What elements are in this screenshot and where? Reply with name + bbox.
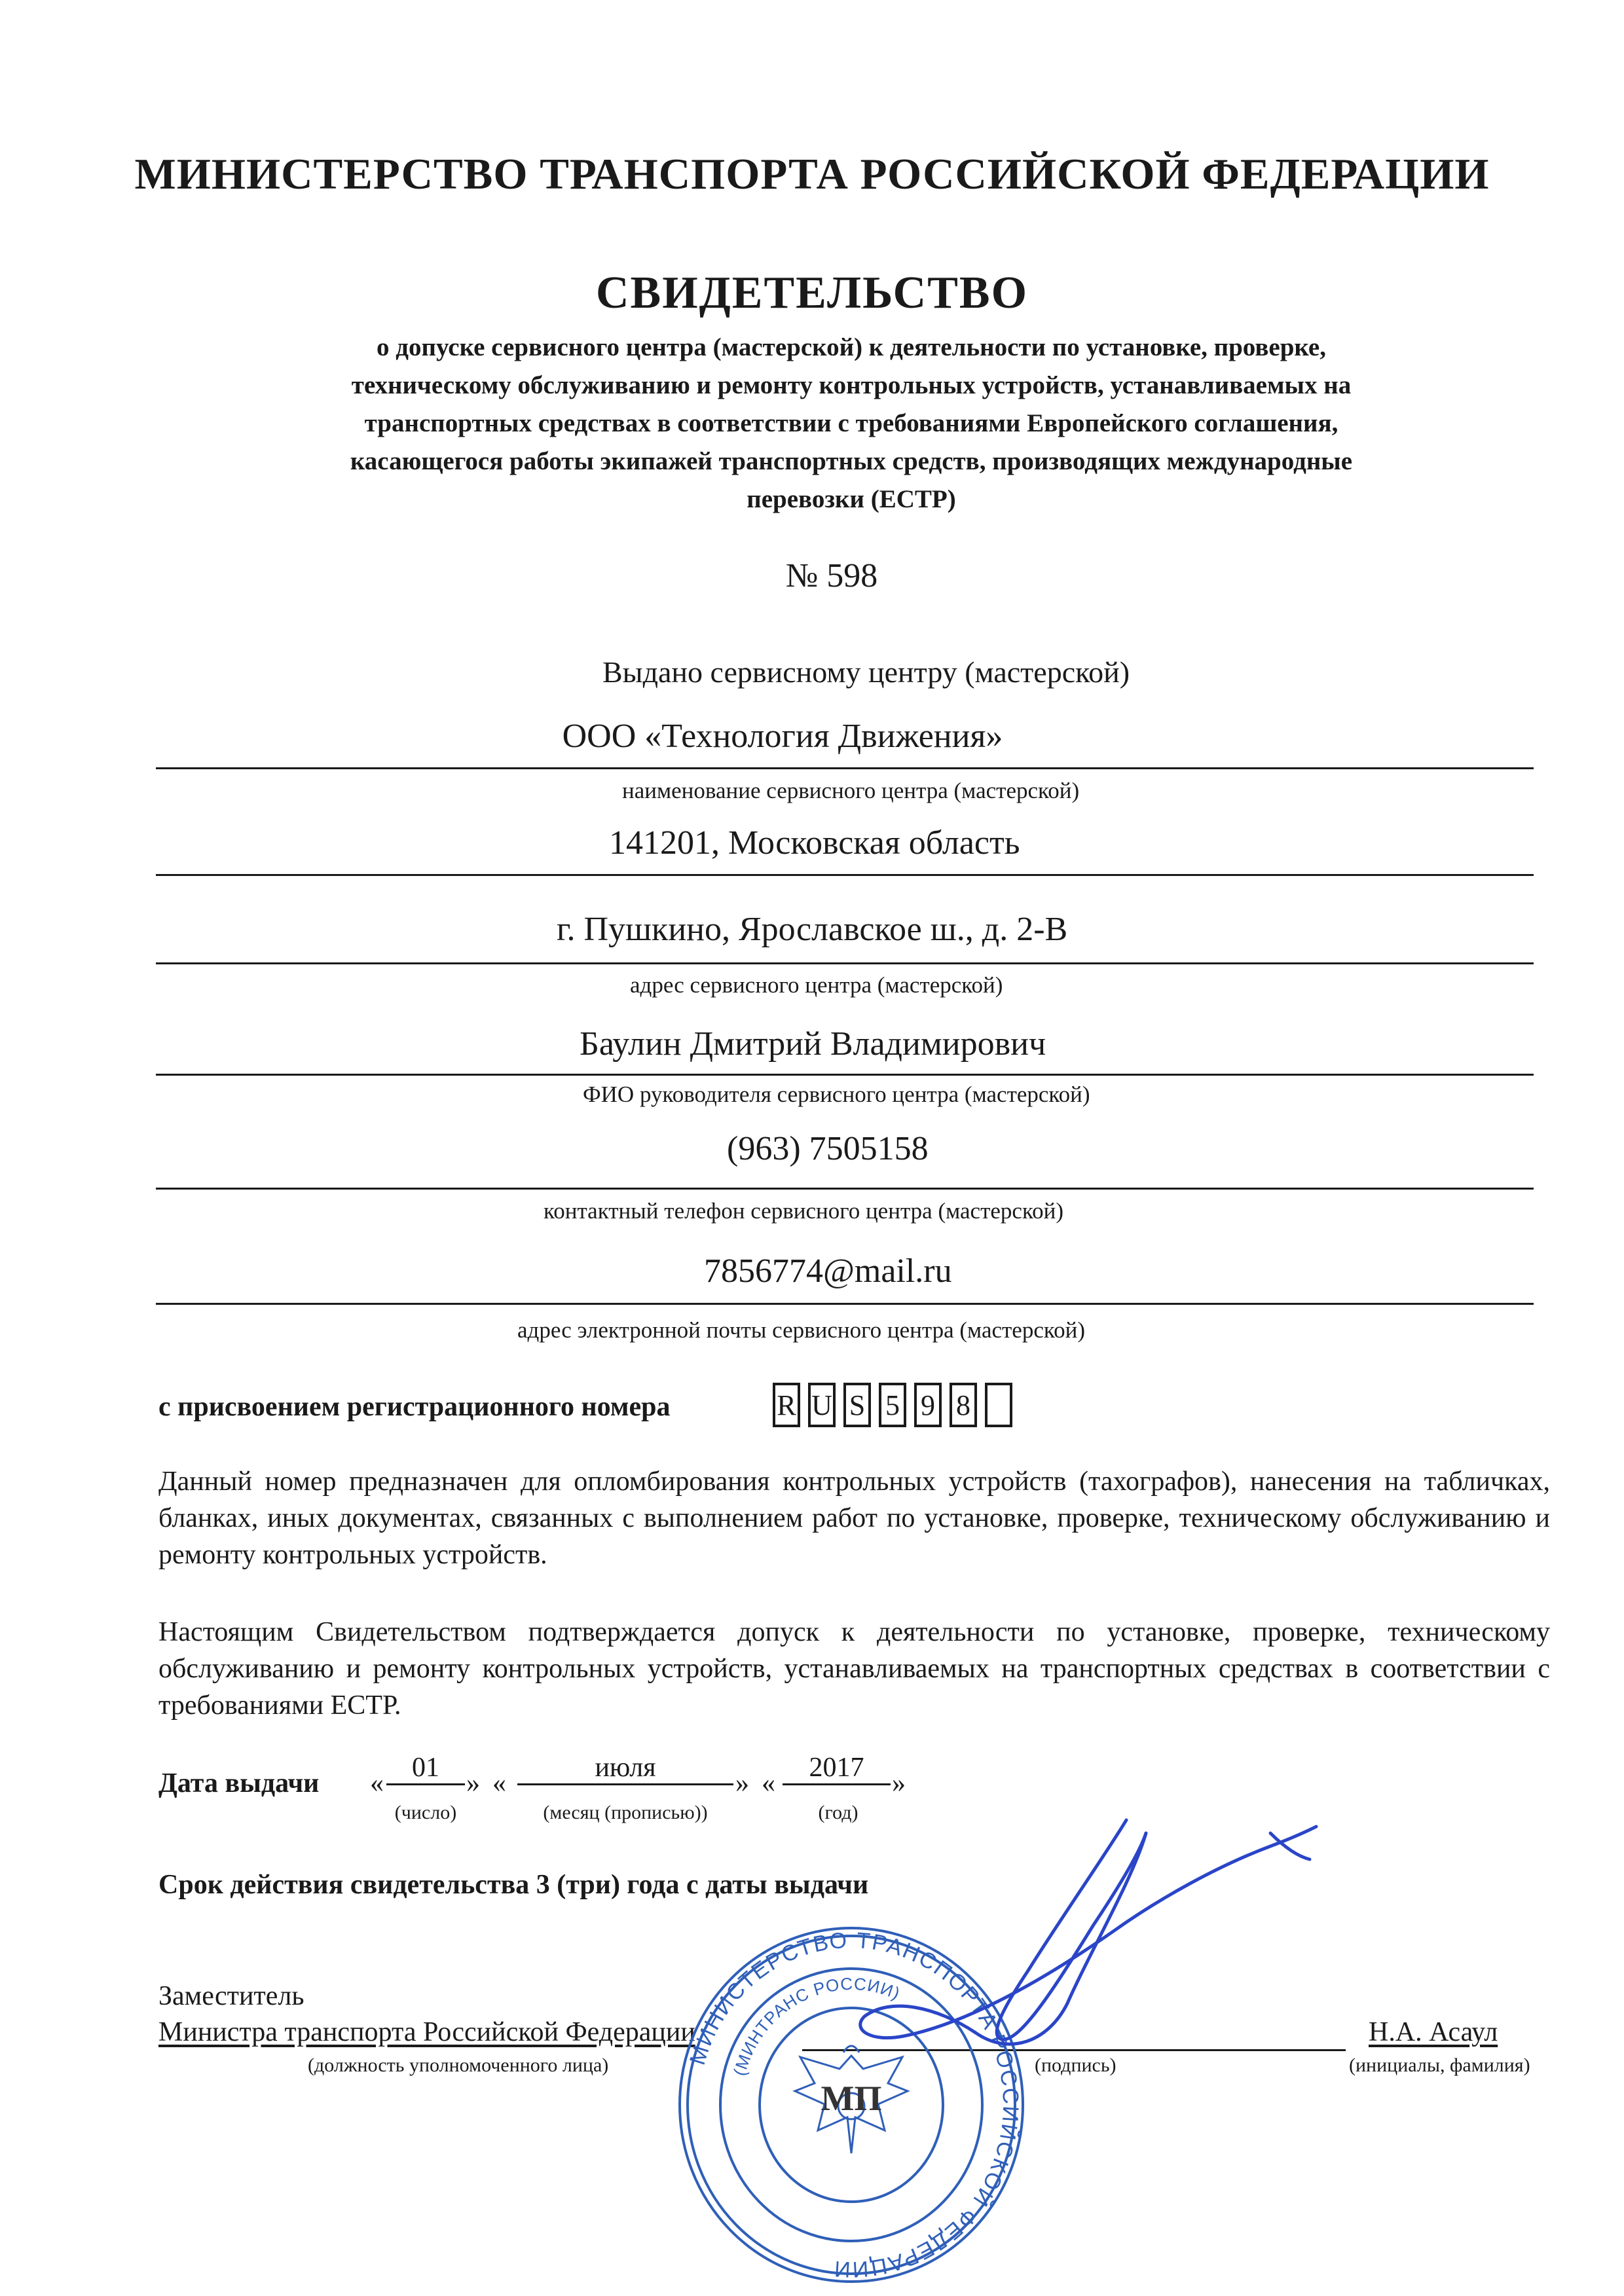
org-name-caption: наименование сервисного центра (мастерской): [622, 778, 1080, 803]
paragraph-confirmation: Настоящим Свидетельством подтверждается допуск к деятельности по установке, проверке, техническому обслуживанию и ремонту контрольных устройств, устанавливаемых на транспортных средствах в соответствии с требованиями ЕСТР.: [158, 1617, 1550, 1721]
signatory-position-line-1: Заместитель: [158, 1981, 304, 2011]
signatory-name: Н.А. Асаул: [1369, 2017, 1498, 2047]
name-caption: (инициалы, фамилия): [1349, 2054, 1530, 2076]
registration-char-box: 8: [950, 1383, 977, 1427]
registration-number-boxes: [773, 1383, 1020, 1427]
address-caption: адрес сервисного центра (мастерской): [630, 972, 1003, 998]
issue-date-label: Дата выдачи: [158, 1768, 320, 1798]
quote-close: »: [892, 1768, 906, 1798]
stamp-mark: МП: [821, 2079, 882, 2118]
registration-char-box: [985, 1383, 1012, 1427]
phone-rule: [156, 1188, 1534, 1190]
issue-month: июля: [517, 1752, 733, 1785]
quote-open: «: [370, 1768, 384, 1798]
handwritten-signature: [851, 1807, 1323, 2095]
issue-month-caption: (месяц (прописью)): [543, 1802, 708, 1823]
issue-day-caption: (число): [394, 1802, 457, 1823]
issued-intro: Выдано сервисному центру (мастерской): [602, 655, 1130, 689]
phone-caption: контактный телефон сервисного центра (мастерской): [544, 1198, 1064, 1224]
address-line-1: 141201, Московская область: [609, 824, 1020, 862]
issue-year-caption: (год): [818, 1802, 858, 1823]
stamp-outer-text: МИНИСТЕРСТВО ТРАНСПОРТА РОССИЙСКОЙ ФЕДЕРАЦИИ: [684, 1927, 1024, 2282]
registration-char-box: R: [773, 1383, 800, 1427]
email-address: 7856774@mail.ru: [704, 1252, 952, 1290]
address-line-2-rule: [156, 962, 1534, 964]
email-caption: адрес электронной почты сервисного центра (мастерской): [517, 1317, 1085, 1343]
phone-number: (963) 7505158: [727, 1130, 929, 1167]
registration-char-box: S: [843, 1383, 871, 1427]
subtitle-line: касающегося работы экипажей транспортных средств, производящих международные: [350, 447, 1353, 475]
org-name: ООО «Технология Движения»: [562, 718, 1003, 755]
registration-char-box: 5: [879, 1383, 906, 1427]
address-line-1-rule: [156, 874, 1534, 876]
address-line-2: г. Пушкино, Ярославское ш., д. 2-В: [557, 911, 1068, 948]
subtitle-line: перевозки (ЕСТР): [747, 485, 956, 513]
position-caption: (должность уполномоченного лица): [308, 2054, 609, 2076]
head-name-caption: ФИО руководителя сервисного центра (мастерской): [583, 1082, 1090, 1107]
registration-label: с присвоением регистрационного номера: [158, 1392, 671, 1422]
email-rule: [156, 1303, 1534, 1305]
subtitle-line: транспортных средствах в соответствии с требованиями Европейского соглашения,: [364, 409, 1338, 437]
ministry-header: МИНИСТЕРСТВО ТРАНСПОРТА РОССИЙСКОЙ ФЕДЕРАЦИИ: [134, 150, 1490, 198]
paragraph-number-purpose: Данный номер предназначен для опломбирования контрольных устройств (тахографов), нанесения на табличках, бланках, иных документах, связанных с выполнением работ по установке, проверке, техническому обслуживанию и ремонту контрольных устройств.: [158, 1467, 1550, 1570]
subtitle-line: о допуске сервисного центра (мастерской) к деятельности по установке, проверке,: [377, 333, 1326, 361]
certificate-subtitle: [288, 329, 1414, 519]
certificate-number: № 598: [785, 557, 878, 594]
stamp-inner-text: (МИНТРАНС РОССИИ): [729, 1973, 904, 2078]
head-name-rule: [156, 1074, 1534, 1076]
subtitle-line: техническому обслуживанию и ремонту контрольных устройств, устанавливаемых на: [351, 371, 1352, 399]
quote-open: «: [492, 1768, 506, 1798]
certificate-title: СВИДЕТЕЛЬСТВО: [595, 268, 1029, 318]
issue-day: 01: [386, 1752, 465, 1785]
registration-char-box: 9: [914, 1383, 942, 1427]
quote-open: «: [762, 1768, 775, 1798]
signature-caption: (подпись): [1035, 2054, 1116, 2076]
signatory-position-line-2: Министра транспорта Российской Федерации: [158, 2017, 695, 2047]
org-name-line: [156, 767, 1534, 769]
registration-char-box: U: [808, 1383, 836, 1427]
head-name: Баулин Дмитрий Владимирович: [580, 1025, 1046, 1063]
quote-close: »: [735, 1768, 749, 1798]
issue-year: 2017: [783, 1752, 891, 1785]
validity-statement: Срок действия свидетельства 3 (три) года с даты выдачи: [158, 1870, 869, 1900]
quote-close: »: [466, 1768, 480, 1798]
